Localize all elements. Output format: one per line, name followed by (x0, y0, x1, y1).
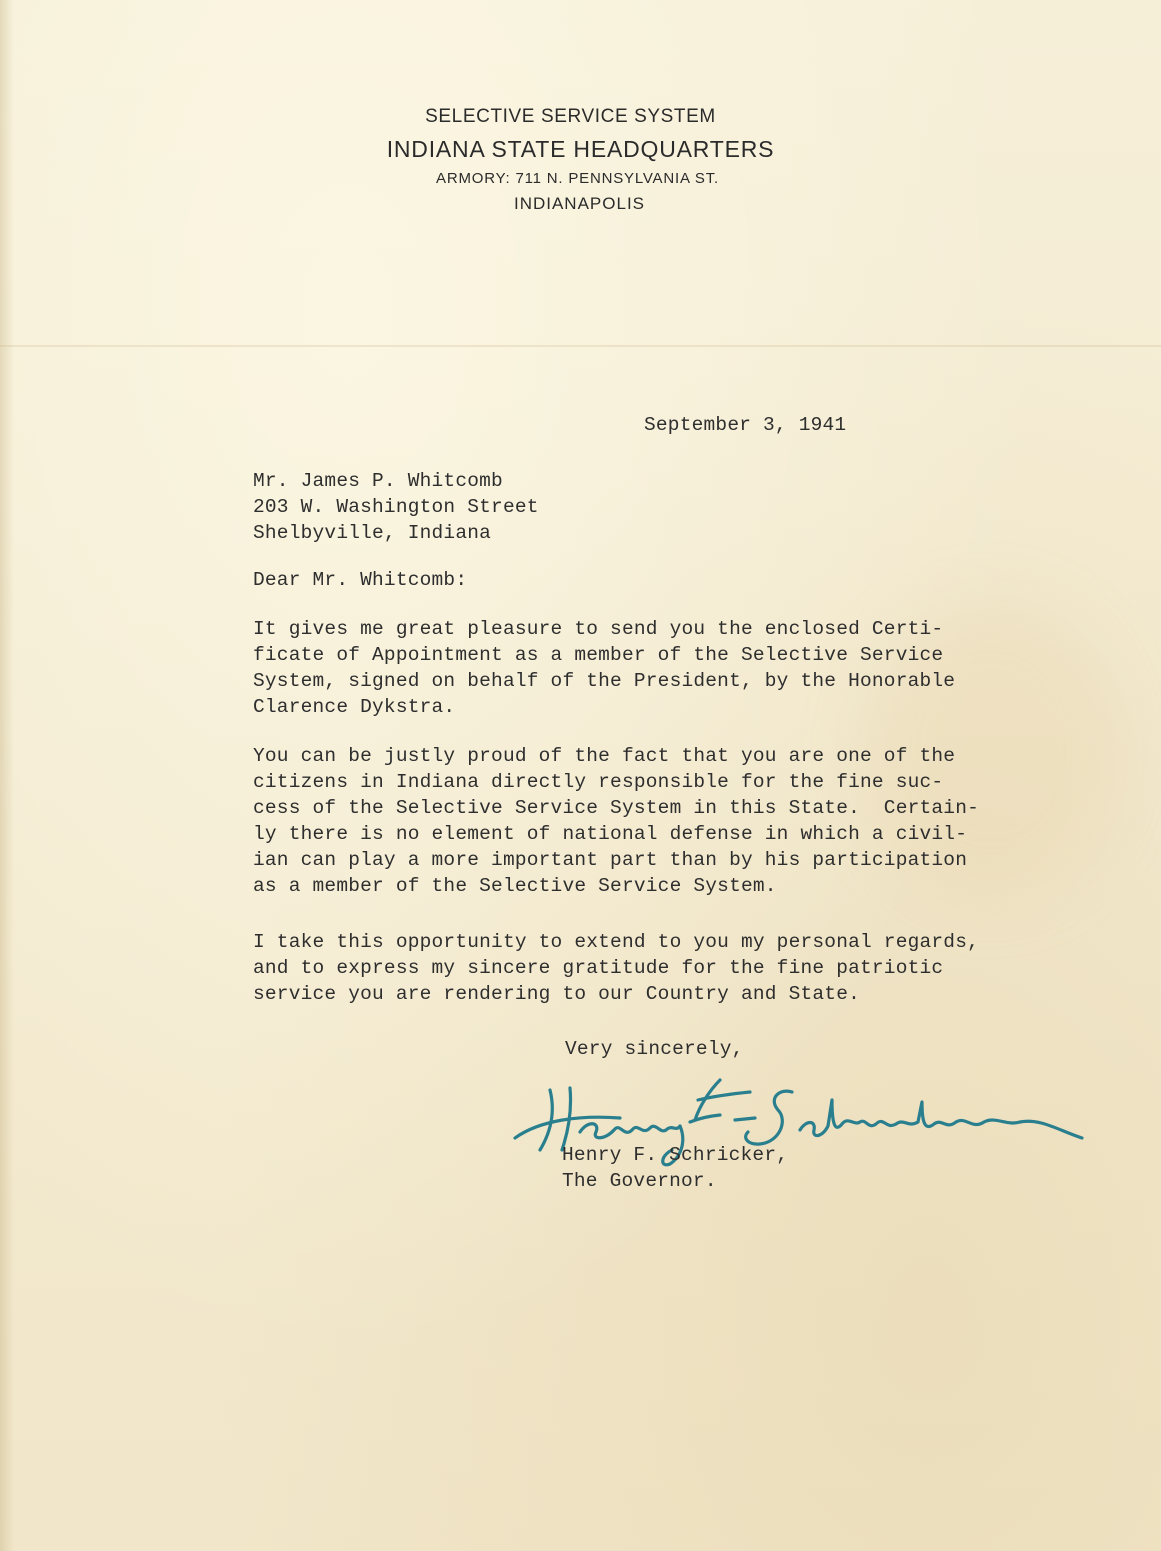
salutation: Dear Mr. Whitcomb: (253, 569, 468, 591)
recipient-city: Shelbyville, Indiana (253, 522, 492, 544)
recipient-name: Mr. James P. Whitcomb (253, 470, 503, 492)
letterhead-address: ARMORY: 711 N. PENNSYLVANIA ST. (436, 170, 719, 187)
recipient-street: 203 W. Washington Street (253, 496, 539, 518)
paper-fold-line (0, 345, 1161, 347)
signer-name: Henry F. Schricker, (562, 1144, 789, 1166)
letter-date: September 3, 1941 (644, 414, 847, 436)
body-paragraph-2: You can be justly proud of the fact that you are one of the citizens in Indiana directly responsible for the fine suc- cess of the Selective Service System in this State. Certain- ly there is no element of national defense in which a civil- ian can play a more important part than by his participation as a member of the Selective Service System. (253, 745, 980, 897)
letterhead-headquarters: INDIANA STATE HEADQUARTERS (386, 136, 775, 162)
body-paragraph-3: I take this opportunity to extend to you my personal regards, and to express my sincere gratitude for the fine patriotic service you are rendering to our Country and State. (253, 931, 980, 1005)
letterhead-organization: SELECTIVE SERVICE SYSTEM (425, 106, 716, 127)
letterhead-city: INDIANAPOLIS (513, 194, 646, 213)
closing: Very sincerely, (565, 1038, 744, 1060)
paper-edge-shadow (0, 0, 14, 1551)
body-paragraph-1: It gives me great pleasure to send you the enclosed Certi- ficate of Appointment as a member of the Selective Service System, signed on behalf of the President, by the Honorable Clarence Dykstra. (253, 618, 956, 718)
signer-title: The Governor. (562, 1170, 717, 1192)
